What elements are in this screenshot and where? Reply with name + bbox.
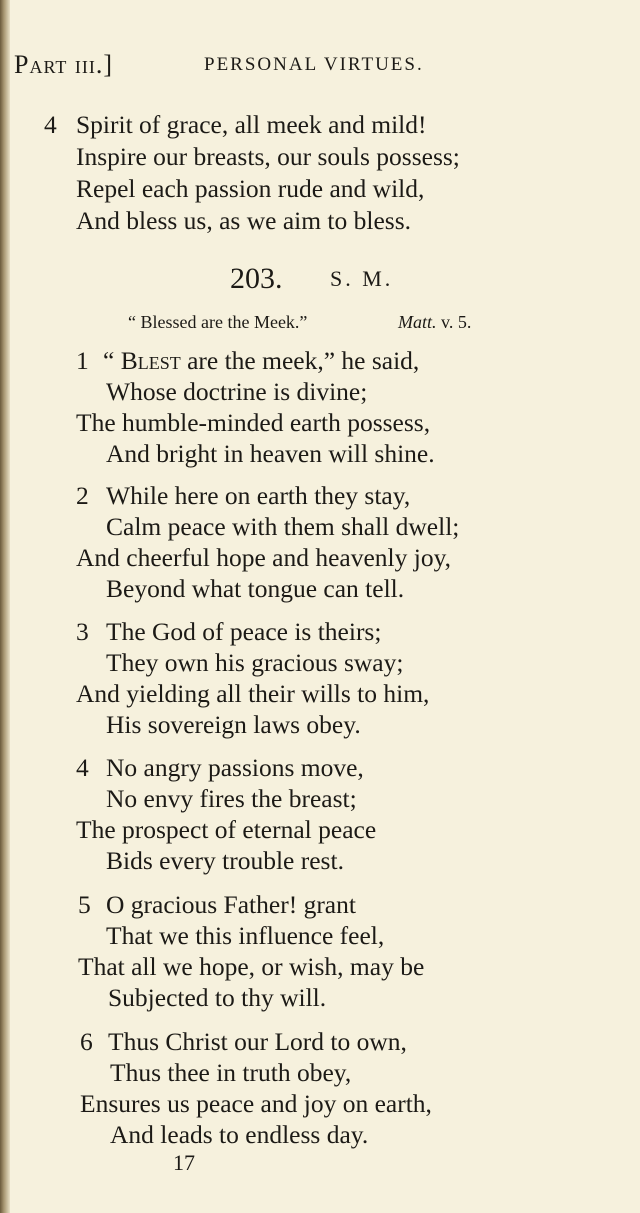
verse-line: That we this influence feel, — [106, 921, 385, 950]
epigraph — [128, 312, 472, 333]
verse-line: And bright in heaven will shine. — [106, 439, 435, 468]
stanza-number: 4 — [76, 753, 89, 782]
hymn-heading — [230, 262, 394, 296]
verse-line: Whose doctrine is divine; — [106, 377, 368, 406]
verse-line: That all we hope, or wish, may be — [78, 952, 425, 981]
verse-line: Repel each passion rude and wild, — [76, 174, 425, 203]
hymn-meter: S. M. — [330, 266, 394, 291]
verse-line: Ensures us peace and joy on earth, — [80, 1089, 432, 1118]
epigraph-text: “ Blessed are the Meek.” — [128, 312, 308, 332]
first-word: “ Blest — [103, 346, 181, 375]
verse-line: The prospect of eternal peace — [76, 815, 377, 844]
verse-line: They own his gracious sway; — [106, 648, 404, 677]
verse-line: His sovereign laws obey. — [106, 710, 361, 739]
verse-line: The humble-minded earth possess, — [76, 408, 431, 437]
part-label: Part iii.] — [14, 50, 114, 79]
verse-line: Bids every trouble rest. — [106, 846, 344, 875]
running-header — [14, 50, 614, 90]
page-number: 17 — [173, 1150, 195, 1175]
verse-line: And cheerful hope and heavenly joy, — [76, 543, 452, 572]
stanza-number: 6 — [80, 1027, 93, 1056]
verse-line: No envy fires the breast; — [106, 784, 357, 813]
verse-line: And leads to endless day. — [110, 1120, 369, 1149]
page-edge — [0, 0, 10, 1213]
section-title: PERSONAL VIRTUES. — [204, 54, 424, 75]
verse-line — [103, 346, 419, 376]
epigraph-ref: v. 5. — [441, 312, 472, 332]
epigraph-source — [398, 312, 471, 333]
verse-line: O gracious Father! grant — [106, 890, 356, 919]
stanza-number: 3 — [76, 617, 89, 646]
verse-line: Inspire our breasts, our souls possess; — [76, 142, 460, 171]
verse-line: And bless us, as we aim to bless. — [76, 206, 412, 235]
verse-line: No angry passions move, — [106, 753, 364, 782]
first-line-rest: are the meek,” he said, — [180, 346, 420, 375]
verse-line: Spirit of grace, all meek and mild! — [76, 110, 427, 139]
stanza-number: 1 — [76, 346, 89, 375]
stanza-number: 2 — [76, 481, 89, 510]
verse-line: While here on earth they stay, — [106, 481, 411, 510]
verse-line: The God of peace is theirs; — [106, 617, 382, 646]
verse-line: And yielding all their wills to him, — [76, 679, 430, 708]
verse-line: Subjected to thy will. — [108, 983, 327, 1012]
verse-line: Calm peace with them shall dwell; — [106, 512, 460, 541]
stanza-number: 4 — [44, 110, 57, 139]
verse-line: Thus Christ our Lord to own, — [108, 1027, 407, 1056]
hymn-number: 203. — [230, 262, 283, 295]
verse-line: Thus thee in truth obey, — [110, 1058, 352, 1087]
verse-line: Beyond what tongue can tell. — [106, 574, 405, 603]
stanza-number: 5 — [78, 890, 91, 919]
epigraph-book: Matt. — [398, 312, 437, 332]
